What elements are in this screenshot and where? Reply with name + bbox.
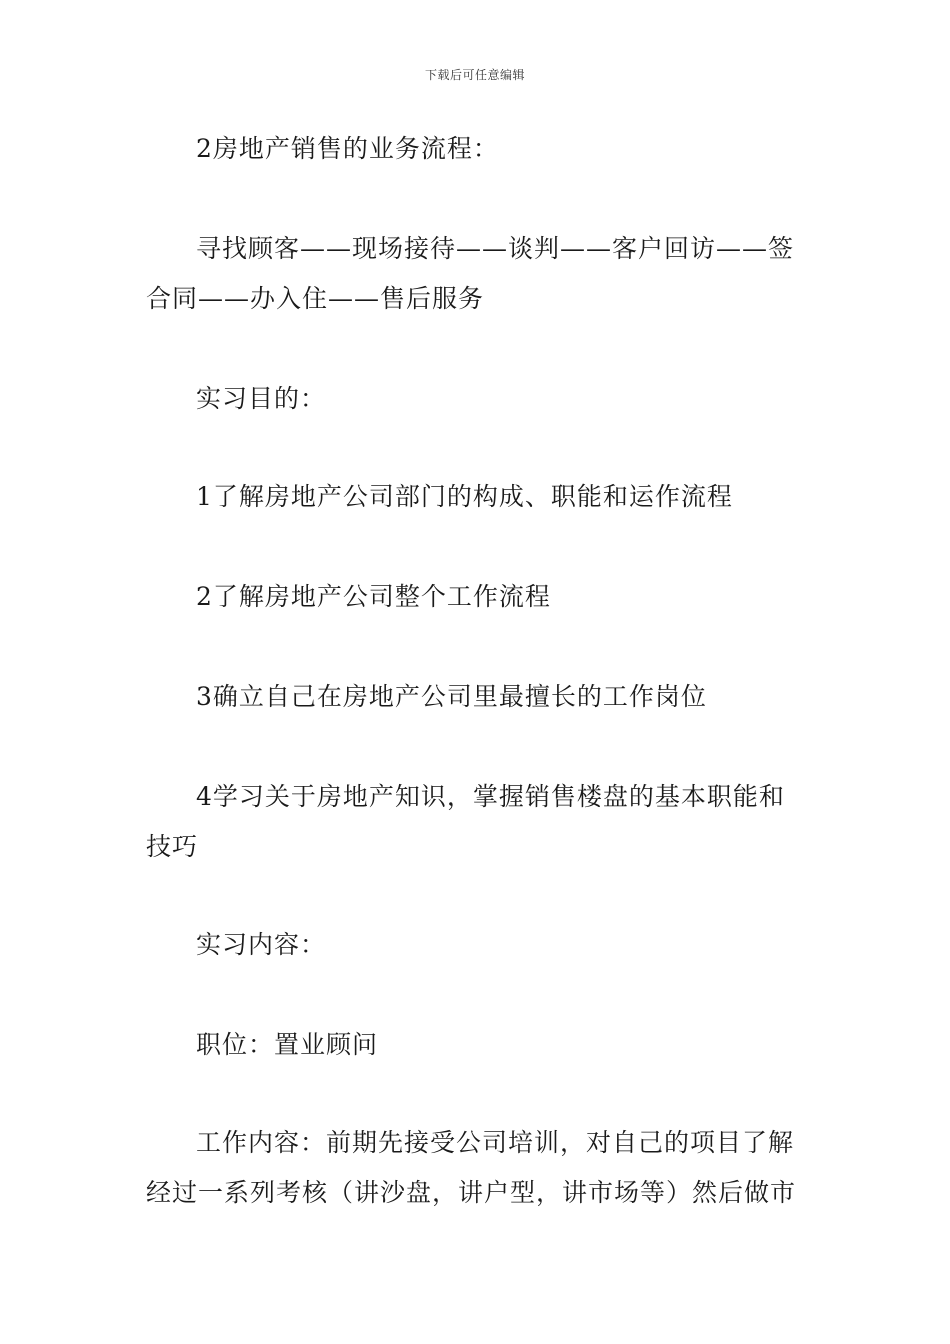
- paragraph-work-content: 工作内容：前期先接受公司培训，对自己的项目了解经过一系列考核（讲沙盘，讲户型，讲市场等）然后做市: [146, 1128, 797, 1207]
- paragraph-sales-process-heading: 2房地产销售的业务流程：: [196, 134, 499, 163]
- paragraph-goal-2: 2了解房地产公司整个工作流程: [196, 582, 551, 611]
- paragraph-internship-content-heading: 实习内容：: [196, 930, 327, 959]
- paragraph-goal-1: 1了解房地产公司部门的构成、职能和运作流程: [196, 482, 733, 511]
- paragraph-goal-4: 4学习关于房地产知识，掌握销售楼盘的基本职能和技巧: [146, 782, 785, 861]
- paragraph-sales-process-steps: 寻找顾客——现场接待——谈判——客户回访——签合同——办入住——售后服务: [146, 234, 795, 313]
- paragraph-goal-3: 3确立自己在房地产公司里最擅长的工作岗位: [196, 682, 707, 711]
- paragraph-internship-goals-heading: 实习目的：: [196, 384, 327, 413]
- header-note: 下载后可任意编辑: [424, 68, 525, 82]
- paragraph-position: 职位：置业顾问: [196, 1030, 379, 1059]
